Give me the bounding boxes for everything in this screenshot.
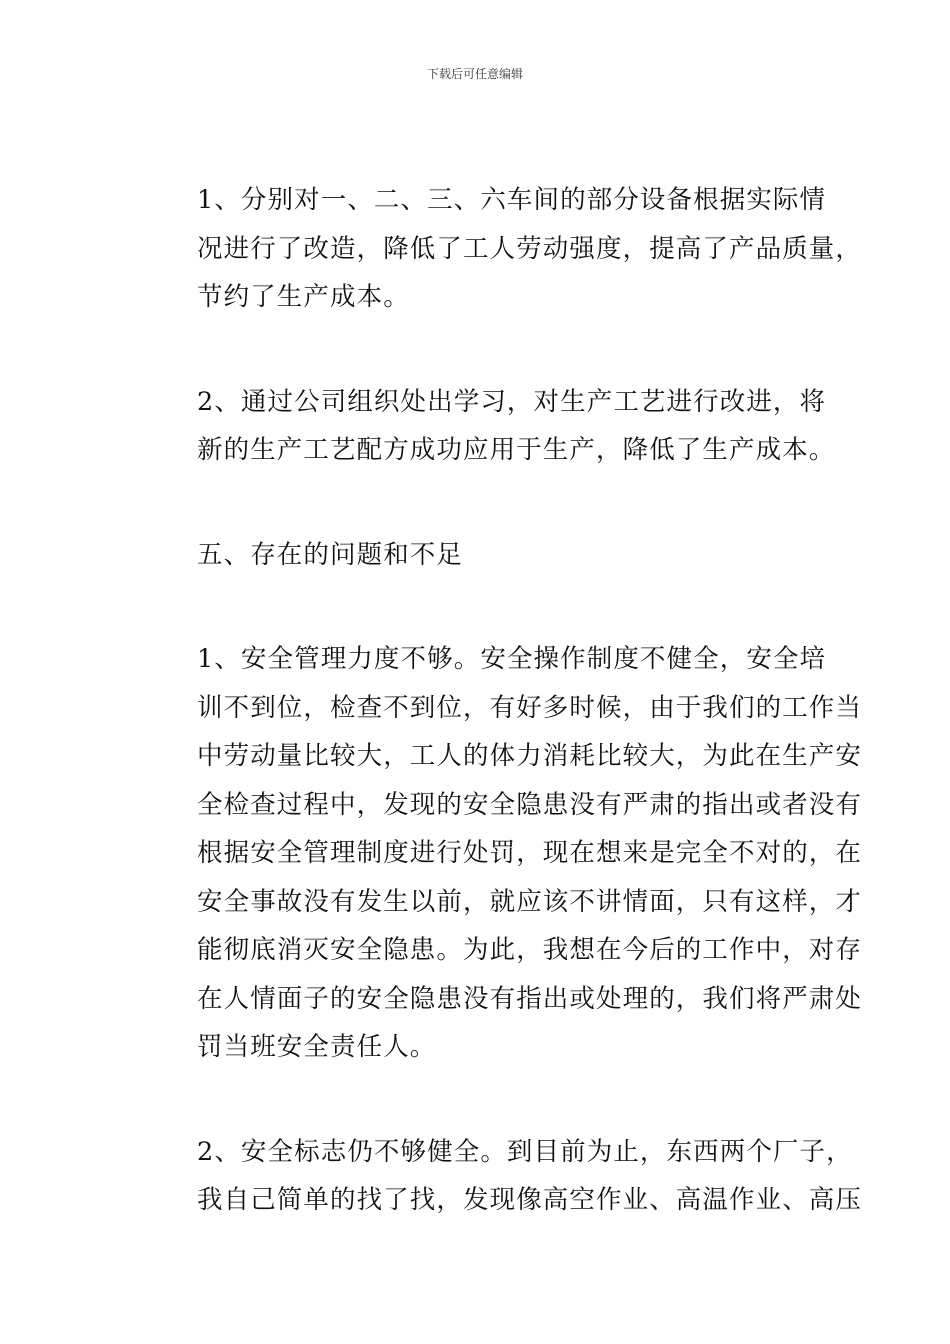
- text-line: 新的生产工艺配方成功应用于生产，降低了生产成本。: [197, 435, 836, 465]
- text-line: 能彻底消灭安全隐患。为此，我想在今后的工作中，对存: [197, 935, 863, 965]
- text-line: 2、安全标志仍不够健全。到目前为止，东西两个厂子，: [197, 1136, 853, 1167]
- section-heading-text: 五、存在的问题和不足: [197, 539, 464, 570]
- text-line: 我自己简单的找了找，发现像高空作业、高温作业、高压: [197, 1185, 863, 1215]
- text-line: 中劳动量比较大，工人的体力消耗比较大，为此在生产安: [197, 741, 863, 771]
- paragraph-process-improvement: [145, 378, 836, 475]
- text-line: 1、安全管理力度不够。安全操作制度不健全，安全培: [197, 644, 827, 674]
- paragraph-equipment-upgrade: [145, 176, 863, 322]
- paragraph-safety-signs: [145, 1128, 863, 1225]
- section-heading-problems: [145, 531, 825, 580]
- text-line: 况进行了改造，降低了工人劳动强度，提高了产品质量，: [197, 233, 863, 264]
- text-line: 安全事故没有发生以前，就应该不讲情面，只有这样，才: [197, 886, 863, 917]
- text-line: 罚当班安全责任人。: [197, 1032, 437, 1062]
- paragraph-safety-management: [145, 635, 863, 1072]
- page-header-note: 下载后可任意编辑: [426, 67, 523, 81]
- text-line: 2、通过公司组织处出学习，对生产工艺进行改进，将: [197, 386, 827, 417]
- text-line: 1、分别对一、二、三、六车间的部分设备根据实际情: [197, 185, 827, 215]
- text-line: 节约了生产成本。: [197, 282, 410, 312]
- text-line: 在人情面子的安全隐患没有指出或处理的，我们将严肃处: [197, 983, 863, 1014]
- text-line: 训不到位，检查不到位，有好多时候，由于我们的工作当: [197, 692, 863, 723]
- text-line: 全检查过程中，发现的安全隐患没有严肃的指出或者没有: [197, 789, 863, 820]
- document-body: [145, 176, 863, 1281]
- text-line: 根据安全管理制度进行处罚，现在想来是完全不对的，在: [197, 838, 863, 868]
